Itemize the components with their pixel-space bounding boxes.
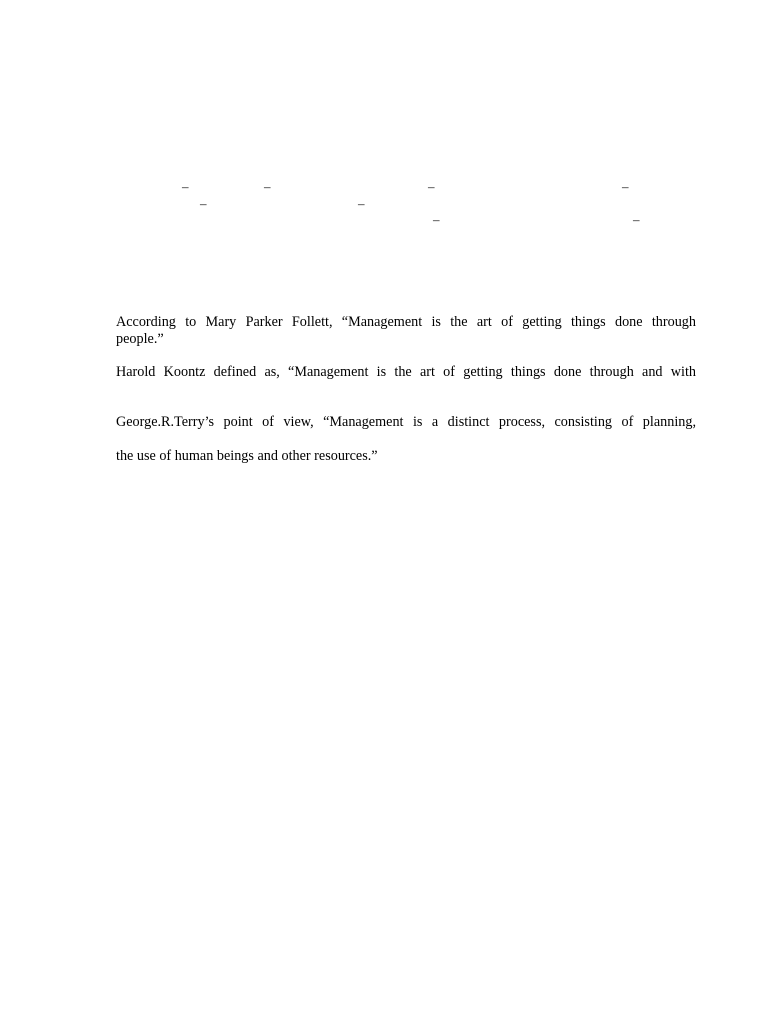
follett-paragraph [116, 314, 696, 348]
follett-line-2: people.” [116, 331, 164, 347]
dash-fragment: – [622, 179, 629, 194]
dash-fragment: – [182, 179, 189, 194]
koontz-paragraph [116, 364, 696, 381]
terry-paragraph-continuation [116, 448, 696, 465]
dash-fragment: – [433, 212, 440, 227]
dash-fragment: – [264, 179, 271, 194]
terry-line-1: George.R.Terry’s point of view, “Management is a distinct process, consisting of planning, [116, 414, 696, 430]
dash-fragment: – [200, 196, 207, 211]
terry-paragraph [116, 414, 696, 431]
follett-line-1: According to Mary Parker Follett, “Management is the art of getting things done through [116, 314, 696, 330]
koontz-line-1: Harold Koontz defined as, “Management is the art of getting things done through and with [116, 364, 696, 380]
terry-line-2: the use of human beings and other resources.” [116, 448, 378, 464]
dash-fragment: – [358, 196, 365, 211]
dash-fragment: – [633, 212, 640, 227]
dash-fragment: – [428, 179, 435, 194]
